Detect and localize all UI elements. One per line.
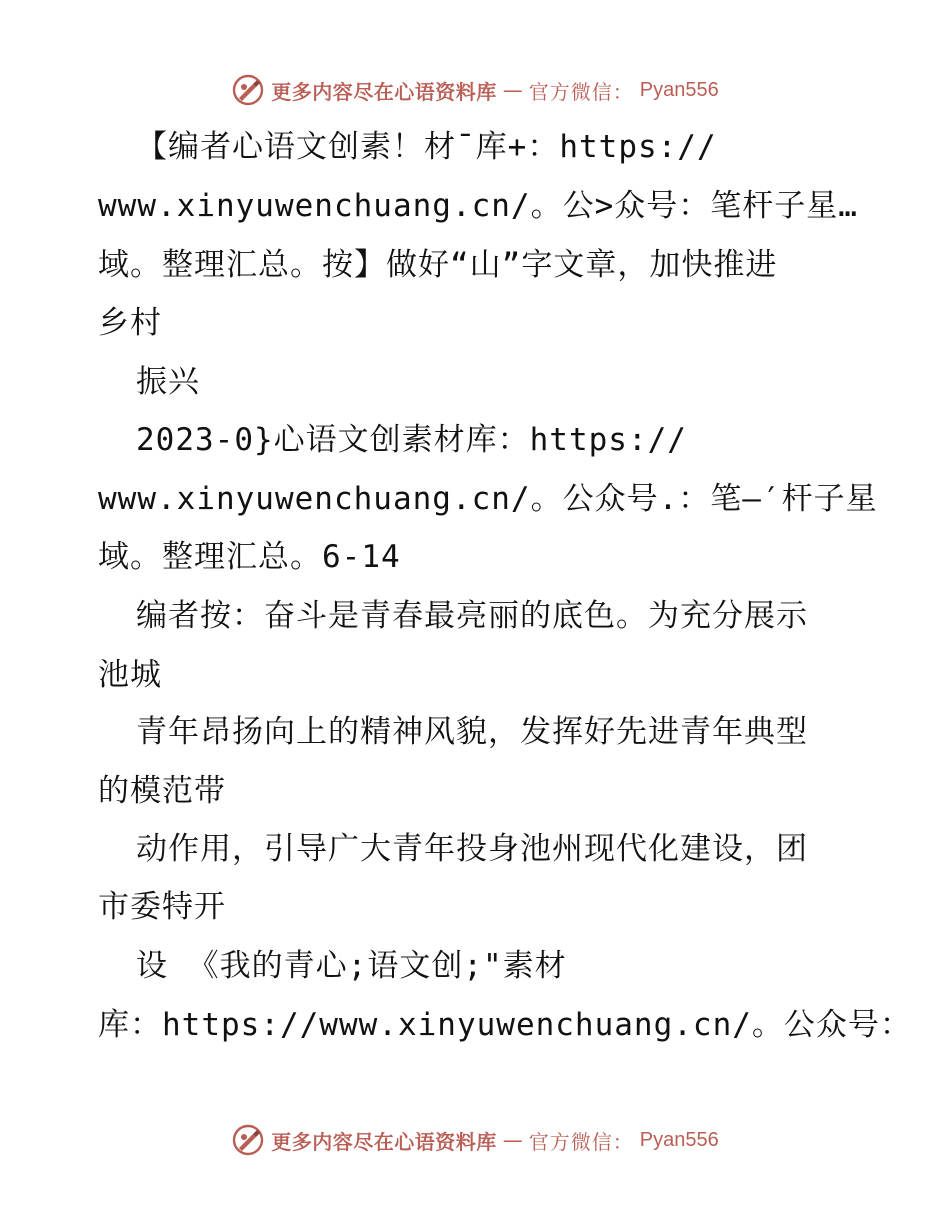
text-line-1: 【编者心语文创素！材¯库+：https:// <box>136 129 717 165</box>
text-line-12: 的模范带 <box>98 773 226 809</box>
text-line-14: 市委特开 <box>98 889 226 925</box>
text-line-16: 库：https://www.xinyuwenchuang.cn/。公众号： <box>98 1007 912 1043</box>
text-line-2: www.xinyuwenchuang.cn/。公>众号：笔杆子星… <box>98 188 858 224</box>
text-line-9: 编者按：奋斗是青春最亮丽的底色。为充分展示 <box>136 598 808 634</box>
header-banner-title: 更多内容尽在心语资料库 <box>271 79 497 104</box>
text-line-10: 池城 <box>98 657 162 693</box>
text-line-13: 动作用，引导广大青年投身池州现代化建设，团 <box>136 831 808 867</box>
text-line-8: 域。整理汇总。6-14 <box>98 539 401 575</box>
header-banner-wechat-id: Pyan556 <box>639 78 719 101</box>
footer-banner-title: 更多内容尽在心语资料库 <box>271 1129 497 1154</box>
footer-banner-content <box>231 1123 718 1157</box>
text-line-3: 域。整理汇总。按】做好“山”字文章，加快推进 <box>98 247 778 283</box>
text-line-5: 振兴 <box>136 364 200 400</box>
text-line-11: 青年昂扬向上的精神风貌，发挥好先进青年典型 <box>136 714 808 750</box>
footer-banner-wechat-label: 官方微信： <box>528 1129 634 1154</box>
footer-banner-wechat-id: Pyan556 <box>639 1128 719 1151</box>
header-banner-separator: — <box>502 78 523 102</box>
text-line-15: 设 《我的青心;语文创;"素材 <box>136 948 567 984</box>
footer-banner <box>0 1120 950 1160</box>
footer-banner-separator: — <box>502 1128 523 1152</box>
text-line-7: www.xinyuwenchuang.cn/。公众号.：笔—′杆子星 <box>98 481 878 517</box>
pen-logo-icon <box>231 1123 265 1157</box>
text-line-6: 2023-0}心语文创素材库：https:// <box>136 422 687 458</box>
text-line-4: 乡村 <box>98 305 162 341</box>
header-banner-wechat-label: 官方微信： <box>528 79 634 104</box>
